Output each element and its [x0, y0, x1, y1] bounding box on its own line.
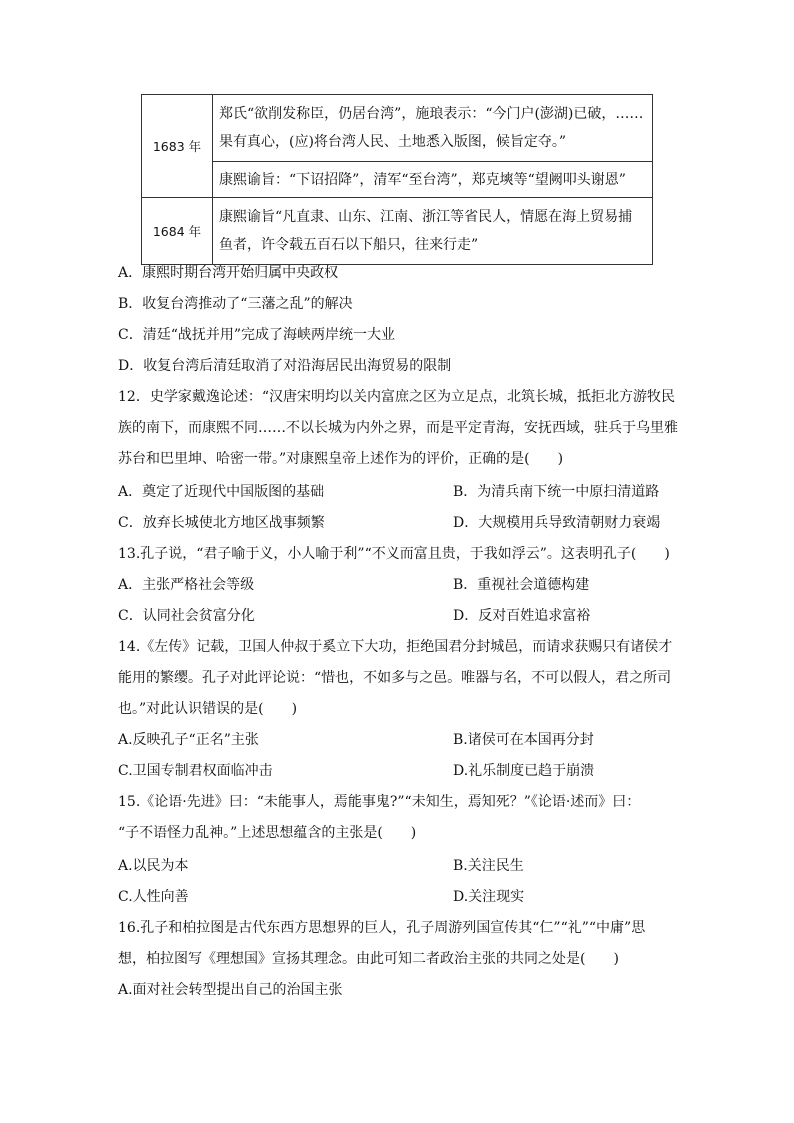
q12-line-3: 苏台和巴里坤、哈密一带。”对康熙皇帝上述作为的评价，正确的是( )	[118, 451, 564, 467]
q12-line-1: 12．史学家戴逸论述：“汉唐宋明均以关内富庶之区为立足点，北筑长城，抵拒北方游牧民	[118, 389, 675, 405]
q14-option-d: D.礼乐制度已趋于崩溃	[453, 763, 595, 779]
q13-option-c: C．认同社会贫富分化	[118, 608, 255, 624]
year-cell: 1683 年	[142, 95, 213, 198]
q11-option-b: B．收复台湾推动了“三藩之乱”的解决	[118, 296, 353, 312]
event-cell: 郑氏“欲削发称臣，仍居台湾”，施琅表示：“今门户(澎湖)已破，……果有真心，(应)将台湾人民、土地悉入版图，候旨定夺。”	[213, 95, 653, 162]
q15-option-c: C.人性向善	[118, 889, 189, 905]
q13-line-1: 13.孔子说，“君子喻于义，小人喻于利”“不义而富且贵，于我如浮云”。这表明孔子( )	[118, 546, 670, 562]
year-cell: 1684 年	[142, 198, 213, 265]
table-row	[142, 198, 653, 265]
q13-option-b: B．重视社会道德构建	[453, 577, 590, 593]
q15-option-a: A.以民为本	[118, 858, 189, 874]
q14-option-b: B.诸侯可在本国再分封	[453, 732, 594, 748]
q13-option-d: D．反对百姓追求富裕	[453, 608, 591, 624]
q14-line-1: 14.《左传》记载，卫国人仲叔于奚立下大功，拒绝国君分封城邑，而请求获赐只有诸侯才	[118, 639, 673, 655]
q12-option-c: C．放弃长城使北方地区战事频繁	[118, 515, 325, 531]
q14-option-c: C.卫国专制君权面临冲击	[118, 763, 273, 779]
q11-option-d: D．收复台湾后清廷取消了对沿海居民出海贸易的限制	[118, 358, 452, 374]
q14-line-3: 也。”对此认识错误的是( )	[118, 701, 298, 717]
q12-option-b: B．为清兵南下统一中原扫清道路	[453, 484, 660, 500]
q15-option-b: B.关注民生	[453, 858, 524, 874]
table-row	[142, 95, 653, 162]
q16-option-a: A.面对社会转型提出自己的治国主张	[118, 982, 343, 998]
history-table	[141, 94, 653, 265]
q12-line-2: 族的南下，而康熙不同……不以长城为内外之界，而是平定青海，安抚西域，驻兵于乌里雅	[118, 420, 678, 436]
q16-line-1: 16.孔子和柏拉图是古代东西方思想界的巨人，孔子周游列国宣传其“仁”“礼”“中庸”思	[118, 920, 646, 936]
q12-option-d: D．大规模用兵导致清朝财力衰竭	[453, 515, 661, 531]
q16-line-2: 想，柏拉图写《理想国》宣扬其理念。由此可知二者政治主张的共同之处是( )	[118, 951, 619, 967]
q15-line-2: “子不语怪力乱神。”上述思想蕴含的主张是( )	[118, 825, 417, 841]
q11-option-a: A．康熙时期台湾开始归属中央政权	[118, 265, 339, 281]
q12-option-a: A．奠定了近现代中国版图的基础	[118, 484, 325, 500]
q11-option-c: C．清廷“战抚并用”完成了海峡两岸统一大业	[118, 327, 396, 343]
q14-option-a: A.反映孔子“正名”主张	[118, 732, 259, 748]
event-cell: 康熙谕旨：“下诏招降”，清军“至台湾”，郑克塽等“望阙叩头谢恩”	[213, 162, 653, 198]
q14-line-2: 能用的繁缨。孔子对此评论说：“惜也，不如多与之邑。唯器与名，不可以假人，君之所司	[118, 670, 672, 686]
q13-option-a: A．主张严格社会等级	[118, 577, 255, 593]
q15-line-1: 15.《论语·先进》曰：“未能事人，焉能事鬼?”“未知生，焉知死？”《论语·述而》曰：	[118, 794, 641, 810]
q15-option-d: D.关注现实	[453, 889, 525, 905]
event-cell: 康熙谕旨“凡直隶、山东、江南、浙江等省民人，情愿在海上贸易捕鱼者，许令载五百石以下船只，往来行走”	[213, 198, 653, 265]
table-row	[142, 162, 653, 198]
